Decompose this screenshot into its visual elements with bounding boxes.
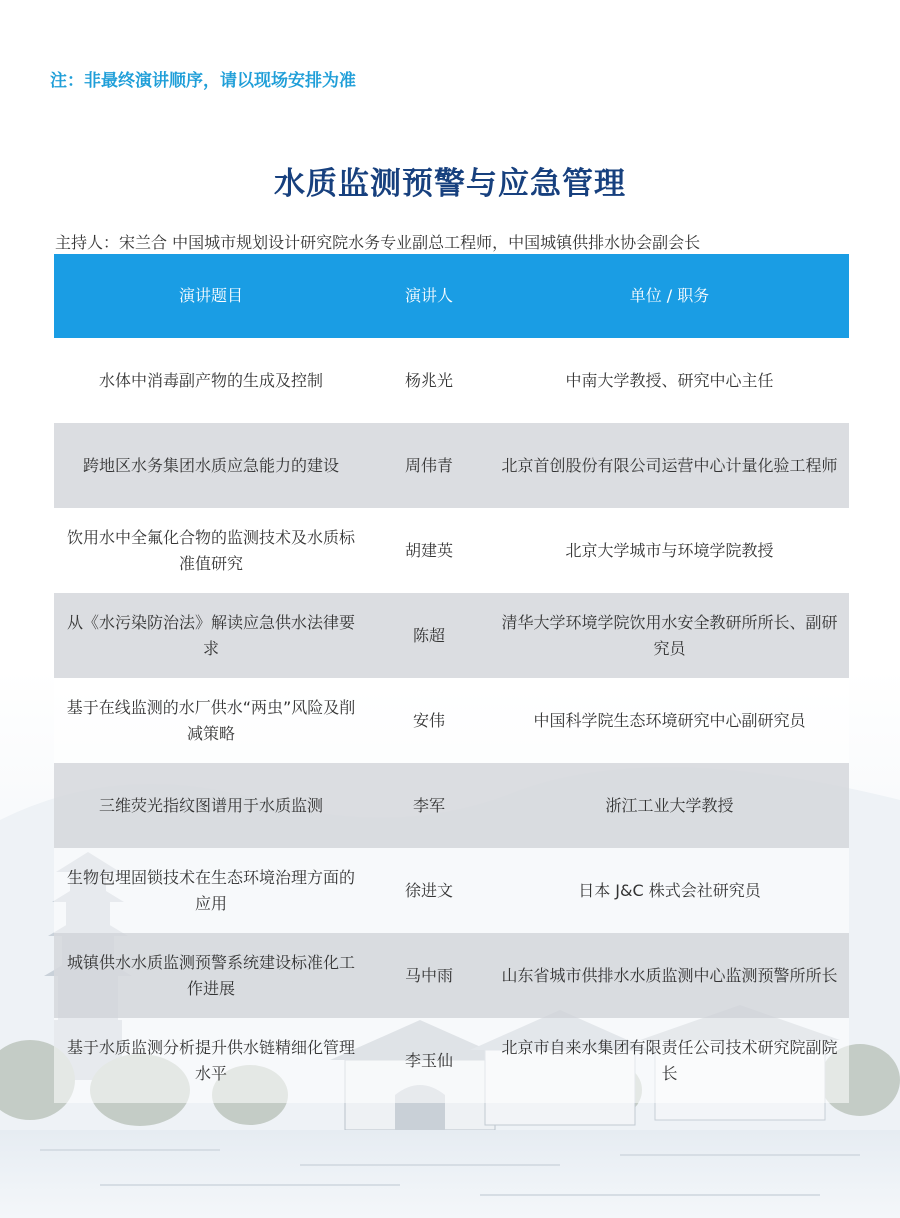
org-cell: 北京市自来水集团有限责任公司技术研究院副院长 <box>501 1037 838 1083</box>
speaker-cell: 周伟青 <box>404 455 453 475</box>
speaker-cell: 马中雨 <box>404 965 453 985</box>
speaker-cell: 胡建英 <box>404 540 453 560</box>
table-row <box>54 678 849 763</box>
speaker-cell: 陈超 <box>412 625 445 645</box>
org-cell: 北京大学城市与环境学院教授 <box>565 540 774 560</box>
topic-cell: 饮用水中全氟化合物的监测技术及水质标准值研究 <box>66 527 355 573</box>
header-speaker: 演讲人 <box>404 286 453 305</box>
topic-cell: 基于在线监测的水厂供水“两虫”风险及削减策略 <box>66 697 356 743</box>
header-org: 单位 / 职务 <box>629 286 710 305</box>
topic-cell: 三维荧光指纹图谱用于水质监测 <box>98 795 323 815</box>
page-title: 水质监测预警与应急管理 <box>274 166 626 202</box>
table-row <box>54 933 849 1018</box>
table-row <box>54 1018 849 1103</box>
topic-cell: 基于水质监测分析提升供水链精细化管理水平 <box>66 1037 355 1083</box>
org-cell: 山东省城市供排水水质监测中心监测预警所所长 <box>501 965 838 985</box>
host-info: 主持人：宋兰合 中国城市规划设计研究院水务专业副总工程师，中国城镇供排水协会副会长 <box>55 233 701 252</box>
speaker-cell: 李玉仙 <box>404 1050 453 1070</box>
topic-cell: 从《水污染防治法》解读应急供水法律要求 <box>66 612 355 658</box>
schedule-table <box>54 254 849 1103</box>
order-note: 注：非最终演讲顺序，请以现场安排为准 <box>50 71 356 91</box>
topic-cell: 水体中消毒副产物的生成及控制 <box>98 370 323 390</box>
table-row <box>54 423 849 508</box>
topic-cell: 跨地区水务集团水质应急能力的建设 <box>82 455 339 475</box>
speaker-cell: 李军 <box>412 795 445 815</box>
org-cell: 中南大学教授、研究中心主任 <box>565 370 774 390</box>
table-header <box>54 254 849 338</box>
org-cell: 中国科学院生态环境研究中心副研究员 <box>533 710 806 730</box>
table-row <box>54 848 849 933</box>
speaker-cell: 杨兆光 <box>404 370 453 390</box>
table-row <box>54 338 849 423</box>
table-row <box>54 593 849 678</box>
topic-cell: 生物包埋固锁技术在生态环境治理方面的应用 <box>66 867 355 913</box>
topic-cell: 城镇供水水质监测预警系统建设标准化工作进展 <box>66 952 355 998</box>
table-row <box>54 508 849 593</box>
table-row <box>54 763 849 848</box>
speaker-cell: 安伟 <box>412 710 445 730</box>
speaker-cell: 徐进文 <box>404 880 453 900</box>
org-cell: 日本 J&C 株式会社研究员 <box>578 880 761 900</box>
org-cell: 清华大学环境学院饮用水安全教研所所长、副研究员 <box>501 612 838 658</box>
header-topic: 演讲题目 <box>178 286 243 305</box>
org-cell: 北京首创股份有限公司运营中心计量化验工程师 <box>501 455 838 475</box>
org-cell: 浙江工业大学教授 <box>605 795 734 815</box>
